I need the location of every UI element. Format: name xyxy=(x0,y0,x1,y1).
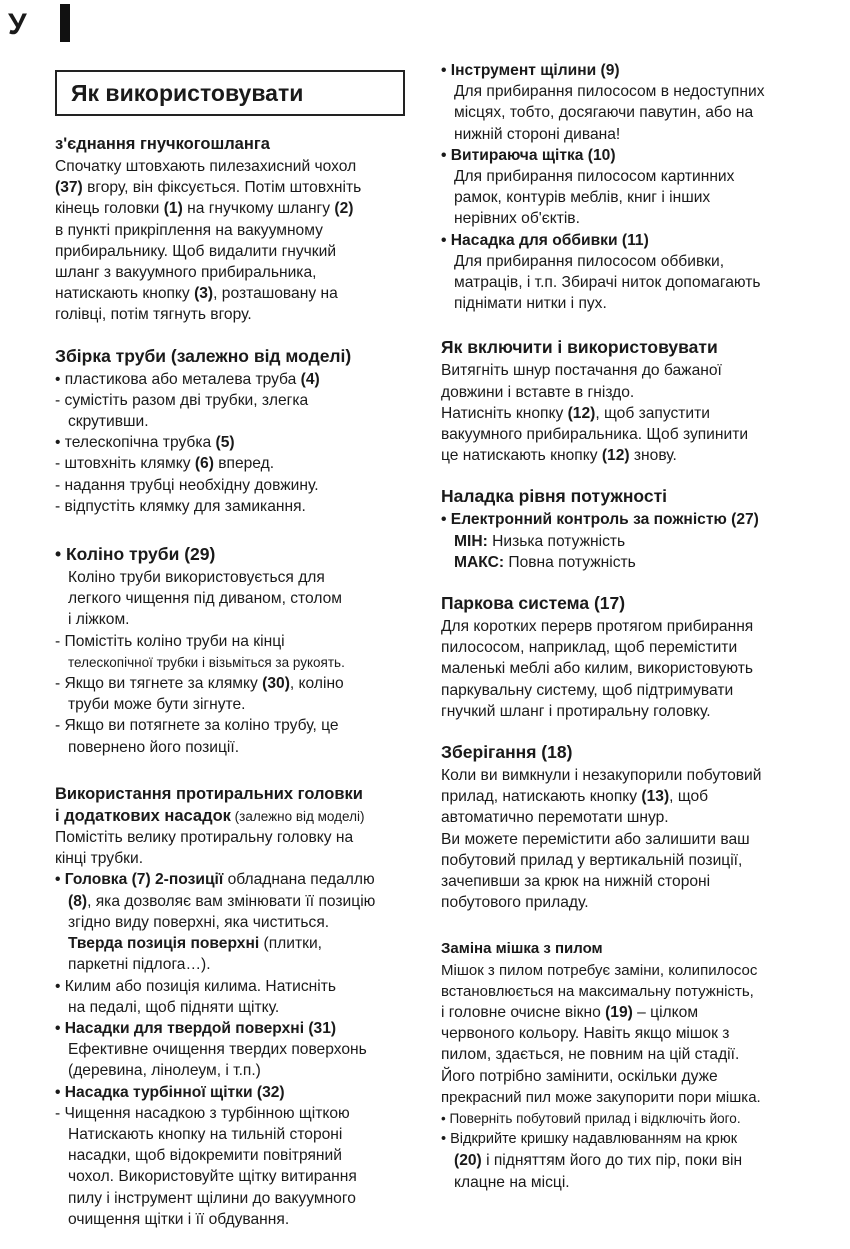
text-line: • Насадки для твердой поверхні (31) xyxy=(55,1019,337,1037)
text-line: натискають кнопку (3), розташовану на xyxy=(55,285,338,303)
text-line: це натискають кнопку (12) знову. xyxy=(441,447,677,465)
text-line: піднімати нитки і пух. xyxy=(454,295,607,313)
text-line: голівці, потім тягнуть вгору. xyxy=(55,306,252,324)
text-line: прилад, натискають кнопку (13), щоб xyxy=(441,788,709,806)
text-line: (8), яка дозволяє вам змінювати її позицію xyxy=(68,892,376,910)
text-line: пилом, здається, не повним на цій стадії. xyxy=(441,1046,740,1064)
section-bag xyxy=(441,938,806,1193)
text-line: • Килим або позиція килима. Натисніть xyxy=(55,977,337,995)
text-line: • Відкрийте кришку надавлюванням на крюк xyxy=(441,1131,738,1148)
heads-heading: Використання протиральних головки xyxy=(55,784,363,803)
heads-subheading: і додаткових насадок (залежно від моделі) xyxy=(55,806,365,825)
text-line: МАКС: Повна потужність xyxy=(454,553,636,571)
text-line: прекрасний пил може закупорити пори мішка. xyxy=(441,1088,761,1106)
section-heads xyxy=(55,784,405,1230)
text-line: легкого чищення під диваном, столом xyxy=(68,590,343,608)
text-line: паркувальну систему, щоб підтримувати xyxy=(441,681,734,699)
upholstery-heading: • Насадка для оббивки (11) xyxy=(441,231,649,249)
text-line: Тверда позиція поверхні (плитки, xyxy=(68,935,322,953)
text-line: чохол. Використовуйте щітку витирання xyxy=(68,1168,357,1186)
elbow-heading: • Коліно труби (29) xyxy=(55,544,216,565)
text-line: кінець головки (1) на гнучкому шлангу (2) xyxy=(55,200,354,218)
text-line: (37) вгору, він фіксується. Потім штовхніть xyxy=(55,179,362,197)
text-line: Його потрібно замінити, оскільки дуже xyxy=(441,1067,718,1085)
text-line: скрутивши. xyxy=(68,413,149,431)
text-line: пилососом, наприклад, щоб перемістити xyxy=(441,639,738,657)
text-line: - Помістіть коліно труби на кінці xyxy=(55,632,285,650)
text-line: Натисніть кнопку (12), щоб запустити xyxy=(441,404,710,422)
parking-heading: Паркова система (17) xyxy=(441,593,626,614)
text-line: зачепивши за крюк на нижній стороні xyxy=(441,873,711,891)
bag-heading: Заміна мішка з пилом xyxy=(441,939,603,957)
text-line: Коліно труби використовується для xyxy=(68,569,325,587)
text-line: • Головка (7) 2-позиції обладнана педаллю xyxy=(55,871,375,889)
text-line: - штовхніть клямку (6) вперед. xyxy=(55,455,275,473)
text-line: в пункті прикріплення на вакуумному xyxy=(55,221,323,239)
section-power-level xyxy=(441,485,806,573)
text-line: автоматично перемотати шнур. xyxy=(441,809,669,827)
brush-heading: • Витираюча щітка (10) xyxy=(441,146,616,164)
text-line: паркетні підлога…). xyxy=(68,956,211,974)
text-line: кінці трубки. xyxy=(55,850,144,868)
section-tube xyxy=(55,345,405,517)
text-line: Для прибирання пилососом картинних xyxy=(454,168,735,186)
text-line: Ви можете перемістити або залишити ваш xyxy=(441,830,750,848)
text-line: шланг з вакуумного прибиральника, xyxy=(55,264,317,282)
text-line: Для прибирання пилососом оббивки, xyxy=(454,252,725,270)
section-tools xyxy=(441,60,806,314)
text-line: гнучкий шланг і протиральну головку. xyxy=(441,702,711,720)
title-box xyxy=(55,70,405,116)
power-on-heading: Як включити і використовувати xyxy=(441,337,718,358)
tube-heading: Збірка труби (залежно від моделі) xyxy=(55,345,352,366)
text-line: очищення щітки і її обдування. xyxy=(68,1210,290,1228)
text-line: місцях, тобто, досягаючи павутин, або на xyxy=(454,104,754,122)
text-line: на педалі, щоб підняти щітку. xyxy=(68,998,280,1016)
text-line: вакуумного прибиральника. Щоб зупинити xyxy=(441,426,749,444)
text-line: - Якщо ви тягнете за клямку (30), коліно xyxy=(55,675,344,693)
text-line: побутового приладу. xyxy=(441,894,589,912)
text-line: згідно виду поверхні, яка чиститься. xyxy=(68,913,330,931)
text-line: телескопічної трубки і візьміться за рукоять. xyxy=(68,654,345,670)
text-line: нерівних об'єктів. xyxy=(454,210,580,228)
text-line: Витягніть шнур постачання до бажаної xyxy=(441,362,722,380)
text-line: повернено його позиції. xyxy=(68,738,240,756)
text-line: клацне на місці. xyxy=(454,1173,570,1191)
text-line: • Насадка турбінної щітки (32) xyxy=(55,1083,285,1101)
text-line: Коли ви вимкнули і незакупорили побутовий xyxy=(441,767,762,785)
text-line: - сумістіть разом дві трубки, злегка xyxy=(55,391,309,409)
text-line: - Чищення насадкою з турбінною щіткою xyxy=(55,1104,350,1122)
text-line: насадки, щоб відокремити повітряний xyxy=(68,1147,342,1165)
text-line: Натискають кнопку на тильній стороні xyxy=(68,1125,343,1143)
text-line: (20) і підняттям його до тих пір, поки він xyxy=(454,1152,743,1170)
text-line: труби може бути зігнуте. xyxy=(68,696,246,714)
section-hose xyxy=(55,134,405,326)
text-line: і головне очисне вікно (19) – цілком xyxy=(441,1003,699,1021)
text-line: Мішок з пилом потребує заміни, колипилосос xyxy=(441,961,758,979)
text-line: матраців, і т.п. Збирачі ниток допомагають xyxy=(454,274,761,292)
hose-heading: з'єднання гнучкогошланга xyxy=(55,135,270,153)
text-line: - відпустіть клямку для замикання. xyxy=(55,497,306,515)
text-line: Спочатку штовхають пилезахисний чохол xyxy=(55,158,357,175)
text-line: рамок, контурів меблів, книг і інших xyxy=(454,189,711,207)
text-line: прибиральнику. Щоб видалити гнучкий xyxy=(55,242,337,260)
text-line: Ефективне очищення твердих поверхонь xyxy=(68,1041,367,1059)
language-code: У xyxy=(8,8,27,41)
text-line: • Електронний контроль за пожністю (27) xyxy=(441,511,759,529)
text-line: (деревина, лінолеум, і т.п.) xyxy=(68,1062,261,1080)
text-line: нижній стороні дивана! xyxy=(454,125,621,143)
text-line: довжини і вставте в гніздо. xyxy=(441,383,635,401)
text-line: встановлюється на максимальну потужність, xyxy=(441,982,754,1000)
page-title: Як використовувати xyxy=(71,80,304,106)
power-level-heading: Наладка рівня потужності xyxy=(441,486,668,507)
section-elbow xyxy=(55,543,405,758)
text-line: МІН: Низька потужність xyxy=(454,532,626,550)
language-marker-bar xyxy=(60,4,70,42)
text-line: маленькі меблі або килим, використовують xyxy=(441,660,754,678)
text-line: • Поверніть побутовий прилад і відключіть його. xyxy=(441,1110,741,1126)
text-line: Помістіть велику протиральну головку на xyxy=(55,829,354,847)
text-line: червоного кольору. Навіть якщо мішок з xyxy=(441,1025,730,1043)
section-storage xyxy=(441,741,806,913)
text-line: • телескопічна трубка (5) xyxy=(55,434,235,452)
text-line: побутовий прилад у вертикальній позиції, xyxy=(441,851,743,869)
text-line: Для коротких перерв протягом прибирання xyxy=(441,618,754,636)
section-parking xyxy=(441,592,806,722)
text-line: і ліжком. xyxy=(68,611,130,629)
storage-heading: Зберігання (18) xyxy=(441,742,573,763)
left-column xyxy=(55,70,405,1249)
text-line: Для прибирання пилососом в недоступних xyxy=(454,83,765,101)
text-line: - Якщо ви потягнете за коліно трубу, це xyxy=(55,717,339,735)
section-power-on xyxy=(441,336,806,466)
text-line: - надання трубці необхідну довжину. xyxy=(55,476,319,494)
text-line: • пластикова або металева труба (4) xyxy=(55,370,320,388)
crevice-heading: • Інструмент щілини (9) xyxy=(441,62,620,79)
right-column xyxy=(441,60,806,1212)
text-line: пилу і інструмент щілини до вакуумного xyxy=(68,1189,356,1207)
